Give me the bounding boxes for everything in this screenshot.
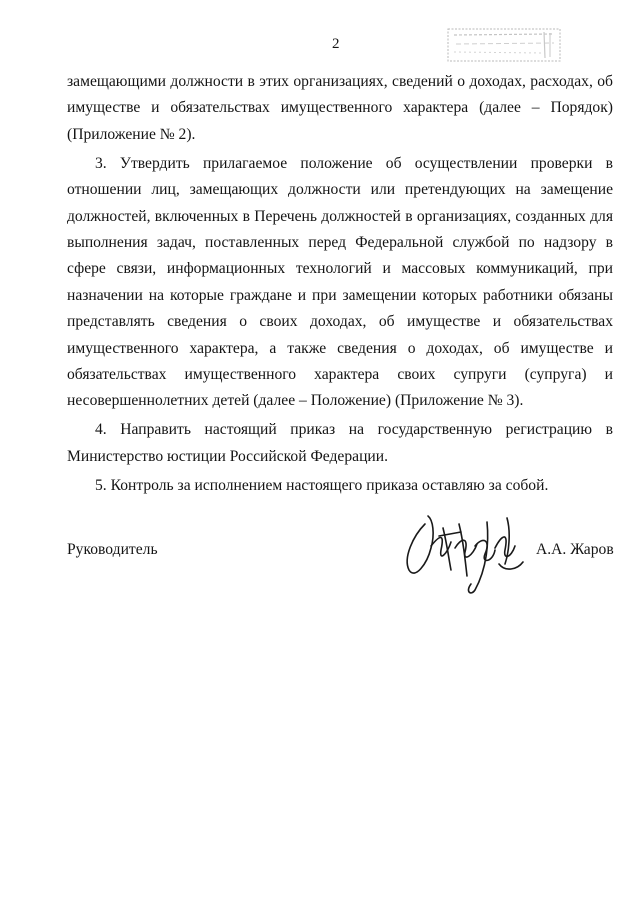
registration-stamp xyxy=(446,26,562,64)
paragraph-continuation: замещающими должности в этих организациях, сведений о доходах, расходах, об имуществе и обязательствах имущественного характера (далее – Порядок) (Приложение № 2). xyxy=(67,73,613,143)
signatory-name: А.А. Жаров xyxy=(536,541,614,558)
handwritten-signature xyxy=(395,506,530,596)
paragraph-item-5: 5. Контроль за исполнением настоящего приказа оставляю за собой. xyxy=(95,476,549,494)
page-number: 2 xyxy=(332,36,340,52)
signatory-title: Руководитель xyxy=(67,541,158,558)
paragraph-item-3: 3. Утвердить прилагаемое положение об осуществлении проверки в отношении лиц, замещающих должности или претендующих на замещение должностей, включенных в Перечень должностей в организациях, созданных для выполнения задач, поставленных перед Федеральной службой по надзору в сфере связи, информационных технологий и массовых коммуникаций, при назначении на которые граждане и при замещении которых работники обязаны представлять сведения о своих доходах, об имуществе и обязательствах имущественного характера, а также сведения о доходах, об имуществе и обязательствах имущественного характера своих супруги (супруга) и несовершеннолетних детей (далее – Положение) (Приложение № 3). xyxy=(67,154,613,410)
document-body xyxy=(67,69,613,502)
paragraph-item-4: 4. Направить настоящий приказ на государственную регистрацию в Министерство юстиции Российской Федерации. xyxy=(67,421,613,465)
